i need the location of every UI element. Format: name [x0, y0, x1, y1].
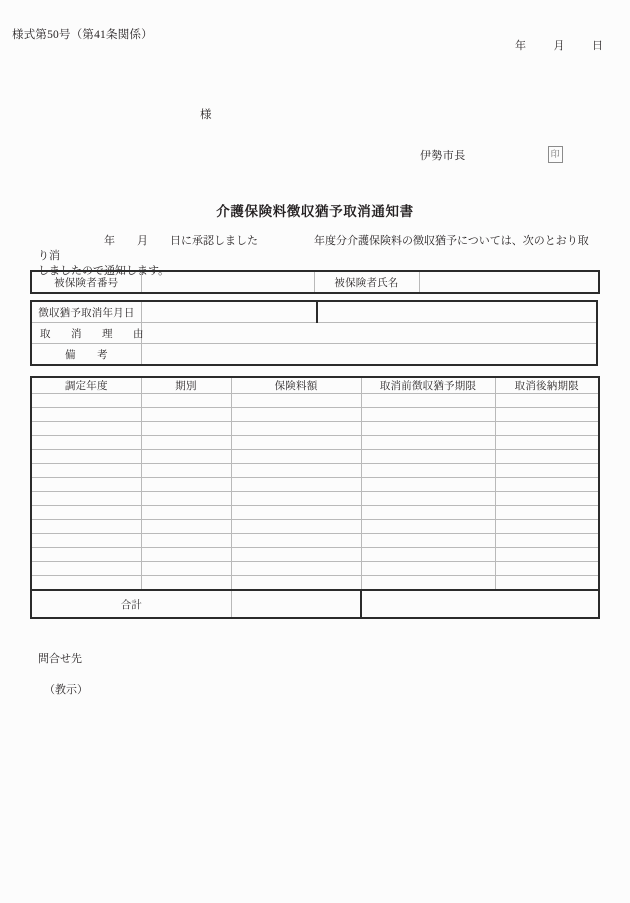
table-row: [31, 436, 599, 450]
table-cell[interactable]: [231, 506, 361, 520]
insured-name-label: 被保険者氏名: [314, 271, 419, 293]
table-cell[interactable]: [31, 534, 141, 548]
insured-number-label: 被保険者番号: [31, 271, 141, 293]
table-cell[interactable]: [231, 464, 361, 478]
issuer-name: 伊勢市長: [420, 149, 466, 162]
instruction-note: （教示）: [44, 684, 88, 696]
issuer-block: [420, 146, 563, 163]
table-cell[interactable]: [231, 450, 361, 464]
table-cell[interactable]: [31, 576, 141, 591]
intro-month: 月: [137, 235, 148, 247]
table-cell[interactable]: [495, 534, 599, 548]
table-cell[interactable]: [141, 464, 231, 478]
header-payment-deadline-after: 取消後納期限: [495, 377, 599, 394]
table-cell[interactable]: [31, 520, 141, 534]
header-date-year: 年: [515, 40, 526, 52]
table-cell[interactable]: [231, 394, 361, 408]
cancel-date-label: 徴収猶予取消年月日: [31, 301, 141, 323]
table-cell[interactable]: [495, 422, 599, 436]
seal-icon: 印: [548, 146, 563, 163]
table-row: [31, 271, 599, 293]
table-row: [31, 562, 599, 576]
table-cell[interactable]: [231, 492, 361, 506]
table-row: [31, 394, 599, 408]
table-cell[interactable]: [231, 436, 361, 450]
table-cell[interactable]: [495, 436, 599, 450]
table-row: [31, 344, 597, 366]
table-row: [31, 408, 599, 422]
table-row: [31, 422, 599, 436]
table-row: [31, 548, 599, 562]
table-cell[interactable]: [31, 394, 141, 408]
clipped-area: [317, 301, 597, 323]
addressee-honorific: 様: [200, 109, 212, 121]
header-assessment-year: 調定年度: [31, 377, 141, 394]
table-cell[interactable]: [231, 562, 361, 576]
remarks-field[interactable]: [141, 344, 597, 366]
table-cell[interactable]: [361, 562, 495, 576]
table-cell[interactable]: [31, 436, 141, 450]
cancel-reason-field[interactable]: [141, 323, 597, 344]
table-cell[interactable]: [141, 408, 231, 422]
header-installment: 期別: [141, 377, 231, 394]
table-cell[interactable]: [495, 576, 599, 591]
table-cell[interactable]: [31, 408, 141, 422]
table-row: [31, 492, 599, 506]
intro-year: 年: [104, 235, 115, 247]
table-cell[interactable]: [361, 436, 495, 450]
table-cell[interactable]: [361, 576, 495, 591]
table-cell[interactable]: [31, 450, 141, 464]
header-date-line: [515, 37, 603, 53]
table-cell[interactable]: [361, 492, 495, 506]
header-deferment-deadline-before: 取消前徴収猶予期限: [361, 377, 495, 394]
table-row: [31, 478, 599, 492]
table-cell[interactable]: [141, 436, 231, 450]
premium-table-header-row: [31, 377, 599, 394]
table-cell[interactable]: [495, 450, 599, 464]
table-cell[interactable]: [141, 478, 231, 492]
table-row: [31, 520, 599, 534]
premium-total-row: [31, 590, 599, 618]
table-cell[interactable]: [361, 478, 495, 492]
table-cell[interactable]: [141, 576, 231, 591]
table-cell[interactable]: [495, 394, 599, 408]
table-row: [31, 323, 597, 344]
cancel-reason-label: 取 消 理 由: [31, 323, 141, 344]
table-cell[interactable]: [231, 520, 361, 534]
cancel-date-field[interactable]: [141, 301, 317, 323]
table-row: [31, 534, 599, 548]
page-title: 介護保険料徴収猶予取消通知書: [216, 204, 414, 219]
intro-day-approved: 日に承認しました: [170, 235, 258, 247]
table-cell[interactable]: [141, 520, 231, 534]
clipped-area: [361, 590, 599, 618]
table-cell[interactable]: [141, 422, 231, 436]
table-cell[interactable]: [231, 408, 361, 422]
table-cell[interactable]: [31, 506, 141, 520]
table-cell[interactable]: [361, 408, 495, 422]
insured-name-field[interactable]: [419, 271, 599, 293]
table-cell[interactable]: [31, 492, 141, 506]
detail-table: [30, 300, 598, 366]
total-value-field[interactable]: [231, 590, 361, 618]
table-cell[interactable]: [495, 548, 599, 562]
table-cell[interactable]: [141, 534, 231, 548]
table-cell[interactable]: [231, 548, 361, 562]
form-number: 様式第50号（第41条関係）: [12, 29, 153, 41]
table-row: [31, 301, 597, 323]
table-cell[interactable]: [141, 450, 231, 464]
header-date-day: 日: [592, 40, 603, 52]
table-cell[interactable]: [31, 548, 141, 562]
table-row: [31, 506, 599, 520]
table-cell[interactable]: [141, 492, 231, 506]
table-cell[interactable]: [361, 506, 495, 520]
premium-table: [30, 376, 600, 619]
table-cell[interactable]: [141, 548, 231, 562]
table-cell[interactable]: [31, 478, 141, 492]
table-cell[interactable]: [361, 422, 495, 436]
table-cell[interactable]: [495, 464, 599, 478]
table-cell[interactable]: [231, 576, 361, 591]
table-cell[interactable]: [361, 394, 495, 408]
table-cell[interactable]: [31, 464, 141, 478]
table-cell[interactable]: [141, 394, 231, 408]
remarks-label: 備 考: [31, 344, 141, 366]
table-row: [31, 576, 599, 591]
table-cell[interactable]: [231, 478, 361, 492]
table-cell[interactable]: [495, 506, 599, 520]
contact-label: 問合せ先: [38, 653, 82, 665]
table-cell[interactable]: [231, 422, 361, 436]
table-cell[interactable]: [495, 478, 599, 492]
table-cell[interactable]: [361, 520, 495, 534]
table-cell[interactable]: [141, 562, 231, 576]
table-cell[interactable]: [495, 408, 599, 422]
table-cell[interactable]: [231, 534, 361, 548]
table-cell[interactable]: [361, 464, 495, 478]
table-cell[interactable]: [31, 422, 141, 436]
intro-line2: しましたので通知します。: [38, 265, 170, 277]
table-cell[interactable]: [495, 520, 599, 534]
insured-table: [30, 270, 600, 294]
table-row: [31, 450, 599, 464]
table-cell[interactable]: [361, 534, 495, 548]
header-date-month: 月: [553, 40, 565, 52]
table-cell[interactable]: [495, 562, 599, 576]
table-cell[interactable]: [361, 450, 495, 464]
total-label: 合計: [31, 590, 231, 618]
intro-tail: 年度分介護保険料の徴収猶予については、次のとおり取り消: [38, 235, 589, 262]
table-row: [31, 464, 599, 478]
header-premium-amount: 保険料額: [231, 377, 361, 394]
table-cell[interactable]: [31, 562, 141, 576]
table-cell[interactable]: [361, 548, 495, 562]
insured-number-field[interactable]: [141, 271, 314, 293]
table-cell[interactable]: [495, 492, 599, 506]
table-cell[interactable]: [141, 506, 231, 520]
